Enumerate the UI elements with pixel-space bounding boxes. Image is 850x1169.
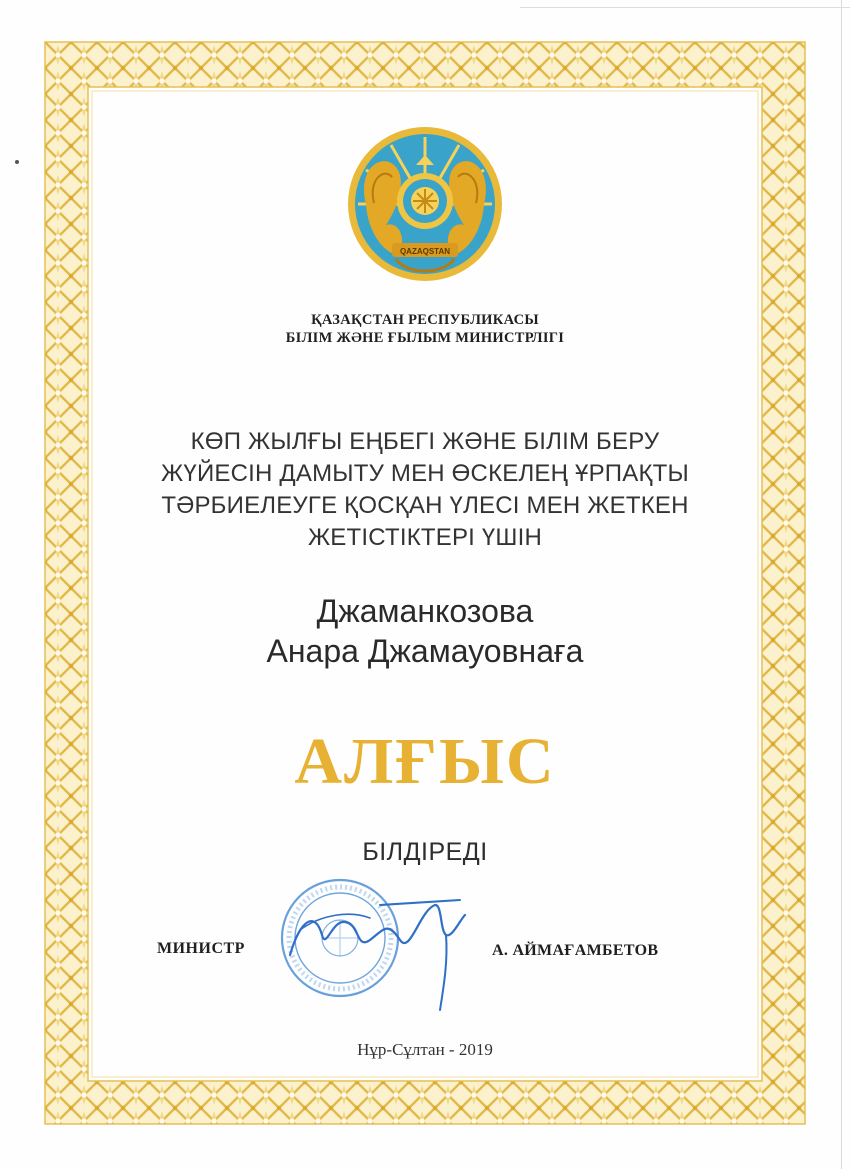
emblem-inscription: QAZAQSTAN	[399, 247, 451, 256]
recipient-surname: Джаманкозова	[316, 593, 534, 629]
ministry-line-1: ҚАЗАҚСТАН РЕСПУБЛИКАСЫ	[311, 312, 539, 328]
reason-line-3: ТӘРБИЕЛЕУГЕ ҚОСҚАН ҮЛЕСІ МЕН ЖЕТКЕН	[161, 492, 689, 519]
signatory-title: МИНИСТР	[157, 940, 245, 957]
reason-line-1: КӨП ЖЫЛҒЫ ЕҢБЕГІ ЖӘНЕ БІЛІМ БЕРУ	[190, 428, 660, 455]
recipient-given-names: Анара Джамауовнаға	[266, 633, 584, 669]
state-emblem-icon	[346, 125, 504, 283]
ministry-line-2: БІЛІМ ЖӘНЕ ҒЫЛЫМ МИНИСТРЛІГІ	[285, 330, 565, 346]
stamp-and-signature-icon	[260, 860, 490, 1020]
award-title: АЛҒЫС	[294, 725, 556, 798]
award-verb: БІЛДІРЕДІ	[362, 838, 488, 866]
reason-line-2: ЖҮЙЕСІН ДАМЫТУ МЕН ӨСКЕЛЕҢ ҰРПАҚТЫ	[161, 460, 689, 487]
signatory-name: А. АЙМАҒАМБЕТОВ	[492, 942, 659, 959]
place-and-date: Нұр-Сұлтан - 2019	[357, 1040, 493, 1059]
reason-line-4: ЖЕТІСТІКТЕРІ ҮШІН	[307, 524, 543, 551]
